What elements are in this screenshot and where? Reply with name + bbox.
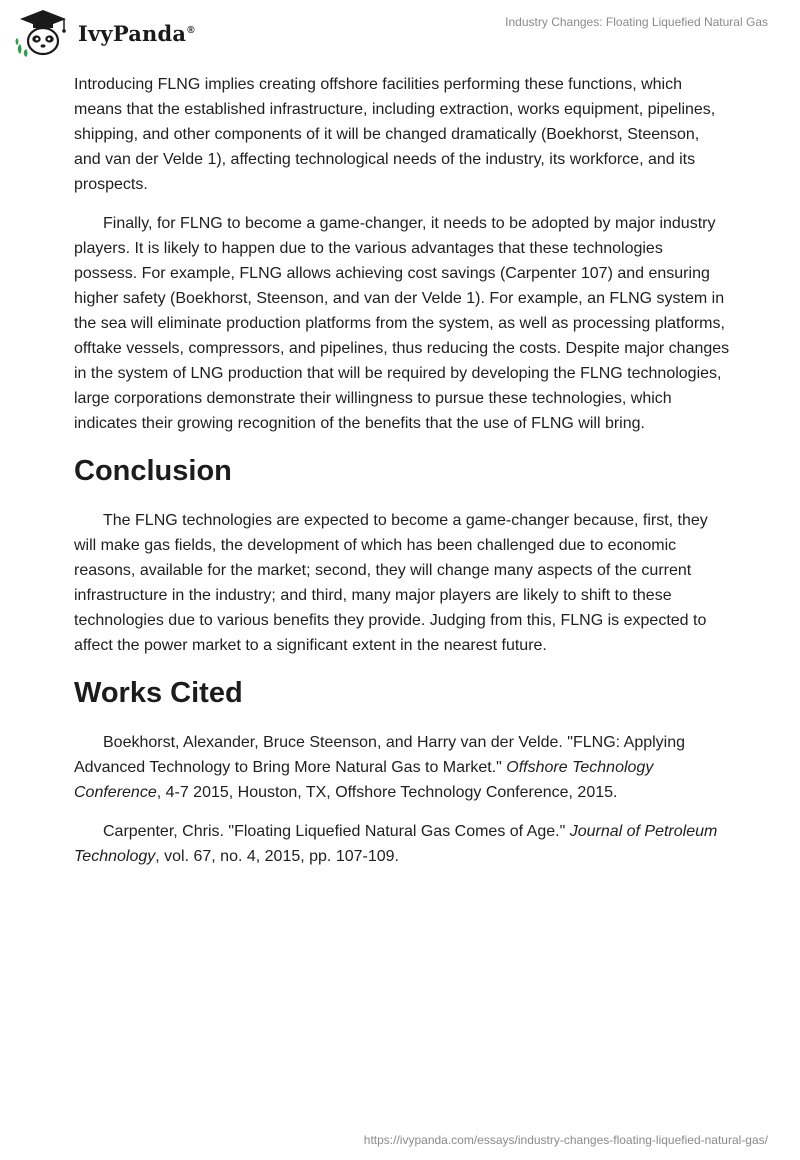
citation-carpenter: Carpenter, Chris. "Floating Liquefied Natural Gas Comes of Age." Journal of Petroleum Technology, vol. 67, no. 4, 2015, pp. 107-109. bbox=[74, 823, 718, 865]
conclusion-paragraph: The FLNG technologies are expected to become a game-changer because, first, they will make gas fields, the development of which has been challenged due to economic reasons, available for the market; second, they will change many aspects of the current infrastructure in the industry; and third, many major players are likely to shift to these technologies due to various benefits they provide. Judging from this, FLNG is expected to affect the power market to a significant extent in the nearest future. bbox=[74, 512, 708, 654]
ivypanda-logo[interactable] bbox=[14, 8, 195, 58]
brand-name: IvyPanda® bbox=[78, 20, 195, 46]
source-url[interactable]: https://ivypanda.com/essays/industry-changes-floating-liquefied-natural-gas/ bbox=[363, 1133, 768, 1147]
page-header bbox=[0, 0, 800, 70]
works-cited-heading: Works Cited bbox=[74, 677, 243, 709]
essay-content bbox=[74, 72, 730, 883]
citation-boekhorst: Boekhorst, Alexander, Bruce Steenson, and Harry van der Velde. "FLNG: Applying Advanced Technology to Bring More Natural Gas to Market." Offshore Technology Conference, 4-7 2015, Houston, TX, Offshore Technology Conference, 2015. bbox=[74, 734, 686, 801]
document-title: Industry Changes: Floating Liquefied Natural Gas bbox=[505, 15, 768, 29]
paragraph-infrastructure: Introducing FLNG implies creating offshore facilities performing these functions, which means that the established infrastructure, including extraction, works equipment, pipelines, shipping, and other components of it will be changed dramatically (Boekhorst, Steenson, and van der Velde 1), affecting technological needs of the industry, its workforce, and its prospects. bbox=[74, 76, 716, 193]
panda-graduate-icon bbox=[14, 8, 72, 58]
paragraph-adoption: Finally, for FLNG to become a game-changer, it needs to be adopted by major industry players. It is likely to happen due to the various advantages that these technologies possess. For example, FLNG allows achieving cost savings (Carpenter 107) and ensuring higher safety (Boekhorst, Steenson, and van der Velde 1). For example, an FLNG system in the sea will eliminate production platforms from the system, as well as processing platforms, offtake vessels, compressors, and pipelines, thus reducing the costs. Despite major changes in the system of LNG production that will be required by developing the FLNG technologies, large corporations demonstrate their willingness to pursue these technologies, which indicates their growing recognition of the benefits that the use of FLNG will bring. bbox=[74, 215, 730, 432]
conclusion-heading: Conclusion bbox=[74, 455, 232, 487]
